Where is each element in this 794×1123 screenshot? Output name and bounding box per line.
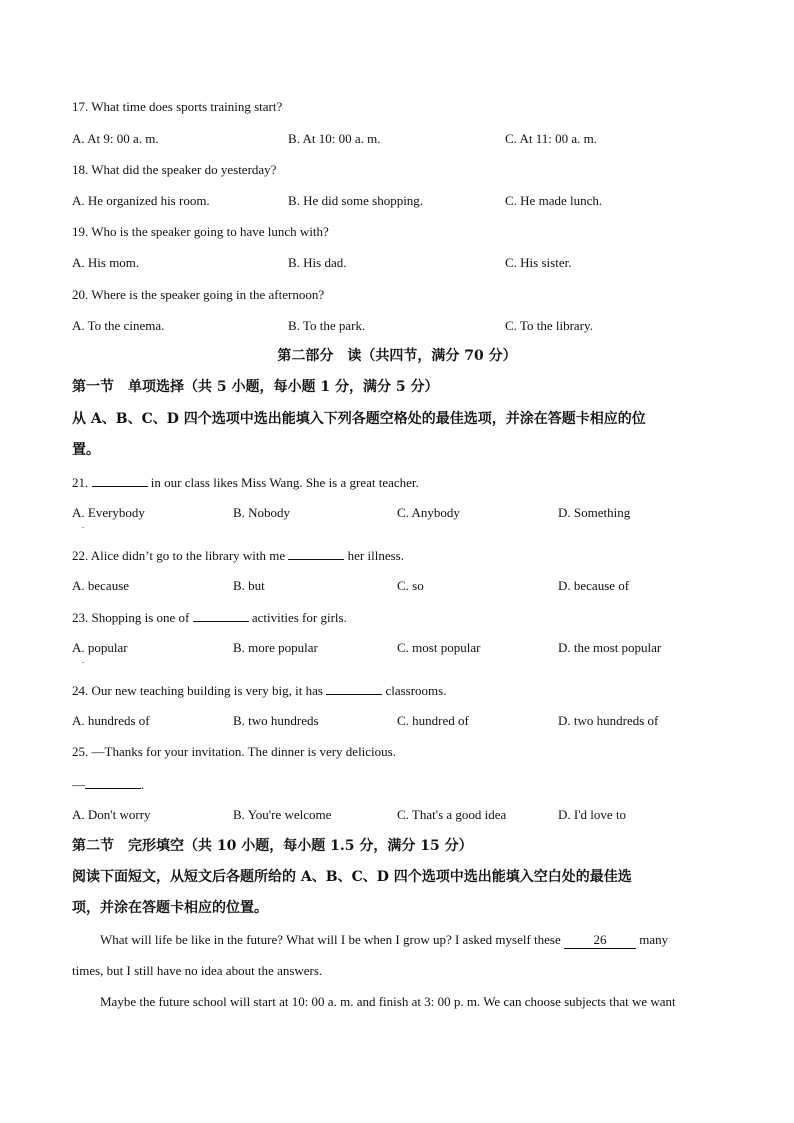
- option-20b: B. To the park.: [288, 318, 366, 333]
- option-21c: C. Anybody: [397, 505, 460, 520]
- blank-25: [85, 776, 141, 789]
- option-22c: C. so: [397, 578, 424, 593]
- question-23-post: activities for girls.: [248, 610, 347, 625]
- passage-text: What will life be like in the future? What will I be when I grow up? I asked myself these: [100, 932, 565, 947]
- option-24b: B. two hundreds: [233, 713, 319, 728]
- option-24a: A. hundreds of: [72, 713, 150, 728]
- option-21b: B. Nobody: [233, 505, 291, 520]
- option-20c: C. To the library.: [505, 318, 593, 333]
- option-23a: A. popular: [72, 640, 128, 655]
- section1-instruction-line1: 从 A、B、C、D 四个选项中选出能填入下列各题空格处的最佳选项，并涂在答题卡相应的位: [72, 411, 646, 427]
- option-23d: D. the most popular: [558, 640, 662, 655]
- section2-instruction-line1: 阅读下面短文，从短文后各题所给的 A、B、C、D 四个选项中选出能填入空白处的最佳选: [72, 869, 632, 885]
- question-21-pre: 21.: [72, 475, 92, 490]
- option-17b: B. At 10: 00 a. m.: [288, 131, 381, 146]
- option-23b: B. more popular: [233, 640, 318, 655]
- question-19: 19. Who is the speaker going to have lunch with?: [72, 224, 329, 239]
- section2-instruction-line2: 项，并涂在答题卡相应的位置。: [72, 900, 268, 916]
- option-20a: A. To the cinema.: [72, 318, 165, 333]
- section1-instruction-line2: 置。: [72, 442, 100, 458]
- passage-para1-line2: times, but I still have no idea about the answers.: [72, 963, 323, 978]
- section2-title: 第二节 完形填空（共 10 小题，每小题 1.5 分，满分 15 分）: [72, 838, 473, 854]
- question-22-pre: 22. Alice didn’t go to the library with me: [72, 548, 289, 563]
- question-21: [72, 474, 419, 491]
- question-24: [72, 682, 446, 699]
- passage-para2-line1: Maybe the future school will start at 10: 00 a. m. and finish at 3: 00 p. m. We can choose subjects that we want: [100, 994, 676, 1009]
- blank-24: [326, 682, 382, 695]
- option-18b: B. He did some shopping.: [288, 193, 424, 208]
- question-21-post: in our class likes Miss Wang. She is a great teacher.: [147, 475, 419, 490]
- option-19b: B. His dad.: [288, 255, 347, 270]
- stray-dot: .: [82, 656, 84, 665]
- section1-title: 第一节 单项选择（共 5 小题，每小题 1 分，满分 5 分）: [72, 379, 439, 395]
- blank-23: [193, 609, 249, 622]
- question-22-post: her illness.: [344, 548, 404, 563]
- response-dash: —: [72, 777, 85, 792]
- question-20: 20. Where is the speaker going in the afternoon?: [72, 287, 325, 302]
- option-17c: C. At 11: 00 a. m.: [505, 131, 597, 146]
- option-25a: A. Don't worry: [72, 807, 151, 822]
- option-22a: A. because: [72, 578, 130, 593]
- question-23-pre: 23. Shopping is one of: [72, 610, 193, 625]
- response-period: .: [141, 777, 145, 792]
- option-19c: C. His sister.: [505, 255, 572, 270]
- option-23c: C. most popular: [397, 640, 481, 655]
- blank-22: [288, 547, 344, 560]
- question-24-pre: 24. Our new teaching building is very big, it has: [72, 683, 327, 698]
- option-22d: D. because of: [558, 578, 630, 593]
- question-18: 18. What did the speaker do yesterday?: [72, 162, 277, 177]
- question-17: 17. What time does sports training start?: [72, 99, 283, 114]
- option-25b: B. You're welcome: [233, 807, 332, 822]
- option-18c: C. He made lunch.: [505, 193, 603, 208]
- passage-para1-line1: [100, 932, 668, 949]
- option-18a: A. He organized his room.: [72, 193, 210, 208]
- option-24c: C. hundred of: [397, 713, 469, 728]
- option-25c: C. That's a good idea: [397, 807, 507, 822]
- blank-21: [92, 474, 148, 487]
- part-title: 第二部分 读（共四节，满分 70 分）: [277, 348, 517, 364]
- option-25d: D. I'd love to: [558, 807, 627, 822]
- option-24d: D. two hundreds of: [558, 713, 659, 728]
- question-25: 25. —Thanks for your invitation. The dinner is very delicious.: [72, 744, 396, 759]
- option-21d: D. Something: [558, 505, 631, 520]
- stray-dot: .: [82, 521, 84, 530]
- option-19a: A. His mom.: [72, 255, 140, 270]
- question-25-response: [72, 776, 144, 793]
- option-22b: B. but: [233, 578, 265, 593]
- question-23: [72, 609, 347, 626]
- question-24-post: classrooms.: [382, 683, 447, 698]
- question-22: [72, 547, 404, 564]
- blank-26: 26: [564, 932, 636, 949]
- option-21a: A. Everybody: [72, 505, 145, 520]
- option-17a: A. At 9: 00 a. m.: [72, 131, 159, 146]
- passage-text: many: [636, 932, 669, 947]
